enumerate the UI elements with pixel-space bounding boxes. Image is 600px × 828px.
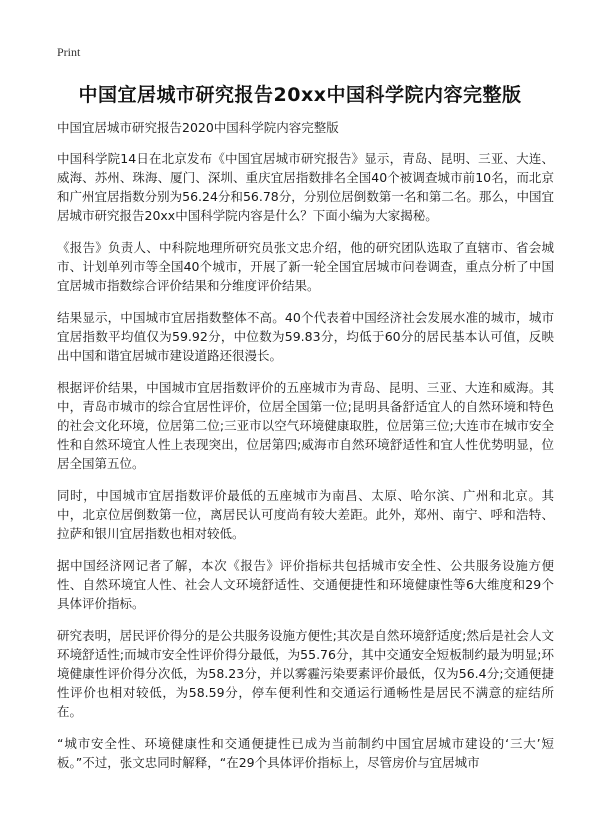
- paragraph-bottom-five: 同时，中国城市宜居指数评价最低的五座城市为南昌、太原、哈尔滨、广州和北京。其中，北京位居倒数第一位，离居民认可度尚有较大差距。此外，郑州、南宁、呼和浩特、拉萨和银川宜居指数也相对较低。: [57, 488, 554, 541]
- document-title: 中国宜居城市研究报告20xx中国科学院内容完整版: [78, 84, 522, 106]
- paragraph-findings: 研究表明，居民评价得分的是公共服务设施方便性;其次是自然环境舒适度;然后是社会人文环境舒适性;而城市安全性评价得分最低，为55.76分，其中交通安全短板制约最为明显;环境健康性评价得分次低，为58.23分，并以雾霾污染要素评价最低，仅为56.4分;交通便捷性评价也相对较低，为58.59分，停车便利性和交通运行通畅性是居民不满意的症结所在。: [57, 628, 554, 719]
- document-body: [57, 118, 554, 785]
- paragraph-intro: 中国科学院14日在北京发布《中国宜居城市研究报告》显示，青岛、昆明、三亚、大连、威海、苏州、珠海、厦门、深圳、重庆宜居指数排名全国40个被调查城市前10名，而北京和广州宜居指数分别为56.24分和56.78分，分别位居倒数第一名和第二名。那么，中国宜居城市研究报告20xx中国科学院内容是什么？下面小编为大家揭秘。: [57, 151, 554, 223]
- paragraph-overall-results: 结果显示，中国城市宜居指数整体不高。40个代表着中国经济社会发展水准的城市，城市宜居指数平均值仅为59.92分，中位数为59.83分，均低于60分的居民基本认可值，反映出中国和谐宜居城市建设道路还很漫长。: [57, 310, 554, 363]
- print-link[interactable]: Print: [57, 45, 81, 59]
- paragraph-shortcomings: “城市安全性、环境健康性和交通便捷性已成为当前制约中国宜居城市建设的‘三大’短板。”不过，张文忠同时解释，“在29个具体评价指标上，尽管房价与宜居城市: [57, 736, 554, 770]
- paragraph-indicators: 据中国经济网记者了解，本次《报告》评价指标共包括城市安全性、公共服务设施方便性、自然环境宜人性、社会人文环境舒适性、交通便捷性和环境健康性等6大维度和29个具体评价指标。: [57, 558, 554, 611]
- paragraph-research-team: 《报告》负责人、中科院地理所研究员张文忠介绍，他的研究团队选取了直辖市、省会城市、计划单列市等全国40个城市，开展了新一轮全国宜居城市问卷调查，重点分析了中国宜居城市指数综合评价结果和分维度评价结果。: [57, 240, 554, 293]
- paragraph-top-five: 根据评价结果，中国城市宜居指数评价的五座城市为青岛、昆明、三亚、大连和威海。其中，青岛市城市的综合宜居性评价，位居全国第一位;昆明具备舒适宜人的自然环境和特色的社会文化环境，位居第二位;三亚市以空气环境健康取胜，位居第三位;大连市在城市安全性和自然环境宜人性上表现突出，位居第四;威海市自然环境舒适性和宜人性优势明显，位居全国第五位。: [57, 380, 554, 471]
- document-subtitle: 中国宜居城市研究报告2020中国科学院内容完整版: [57, 120, 339, 135]
